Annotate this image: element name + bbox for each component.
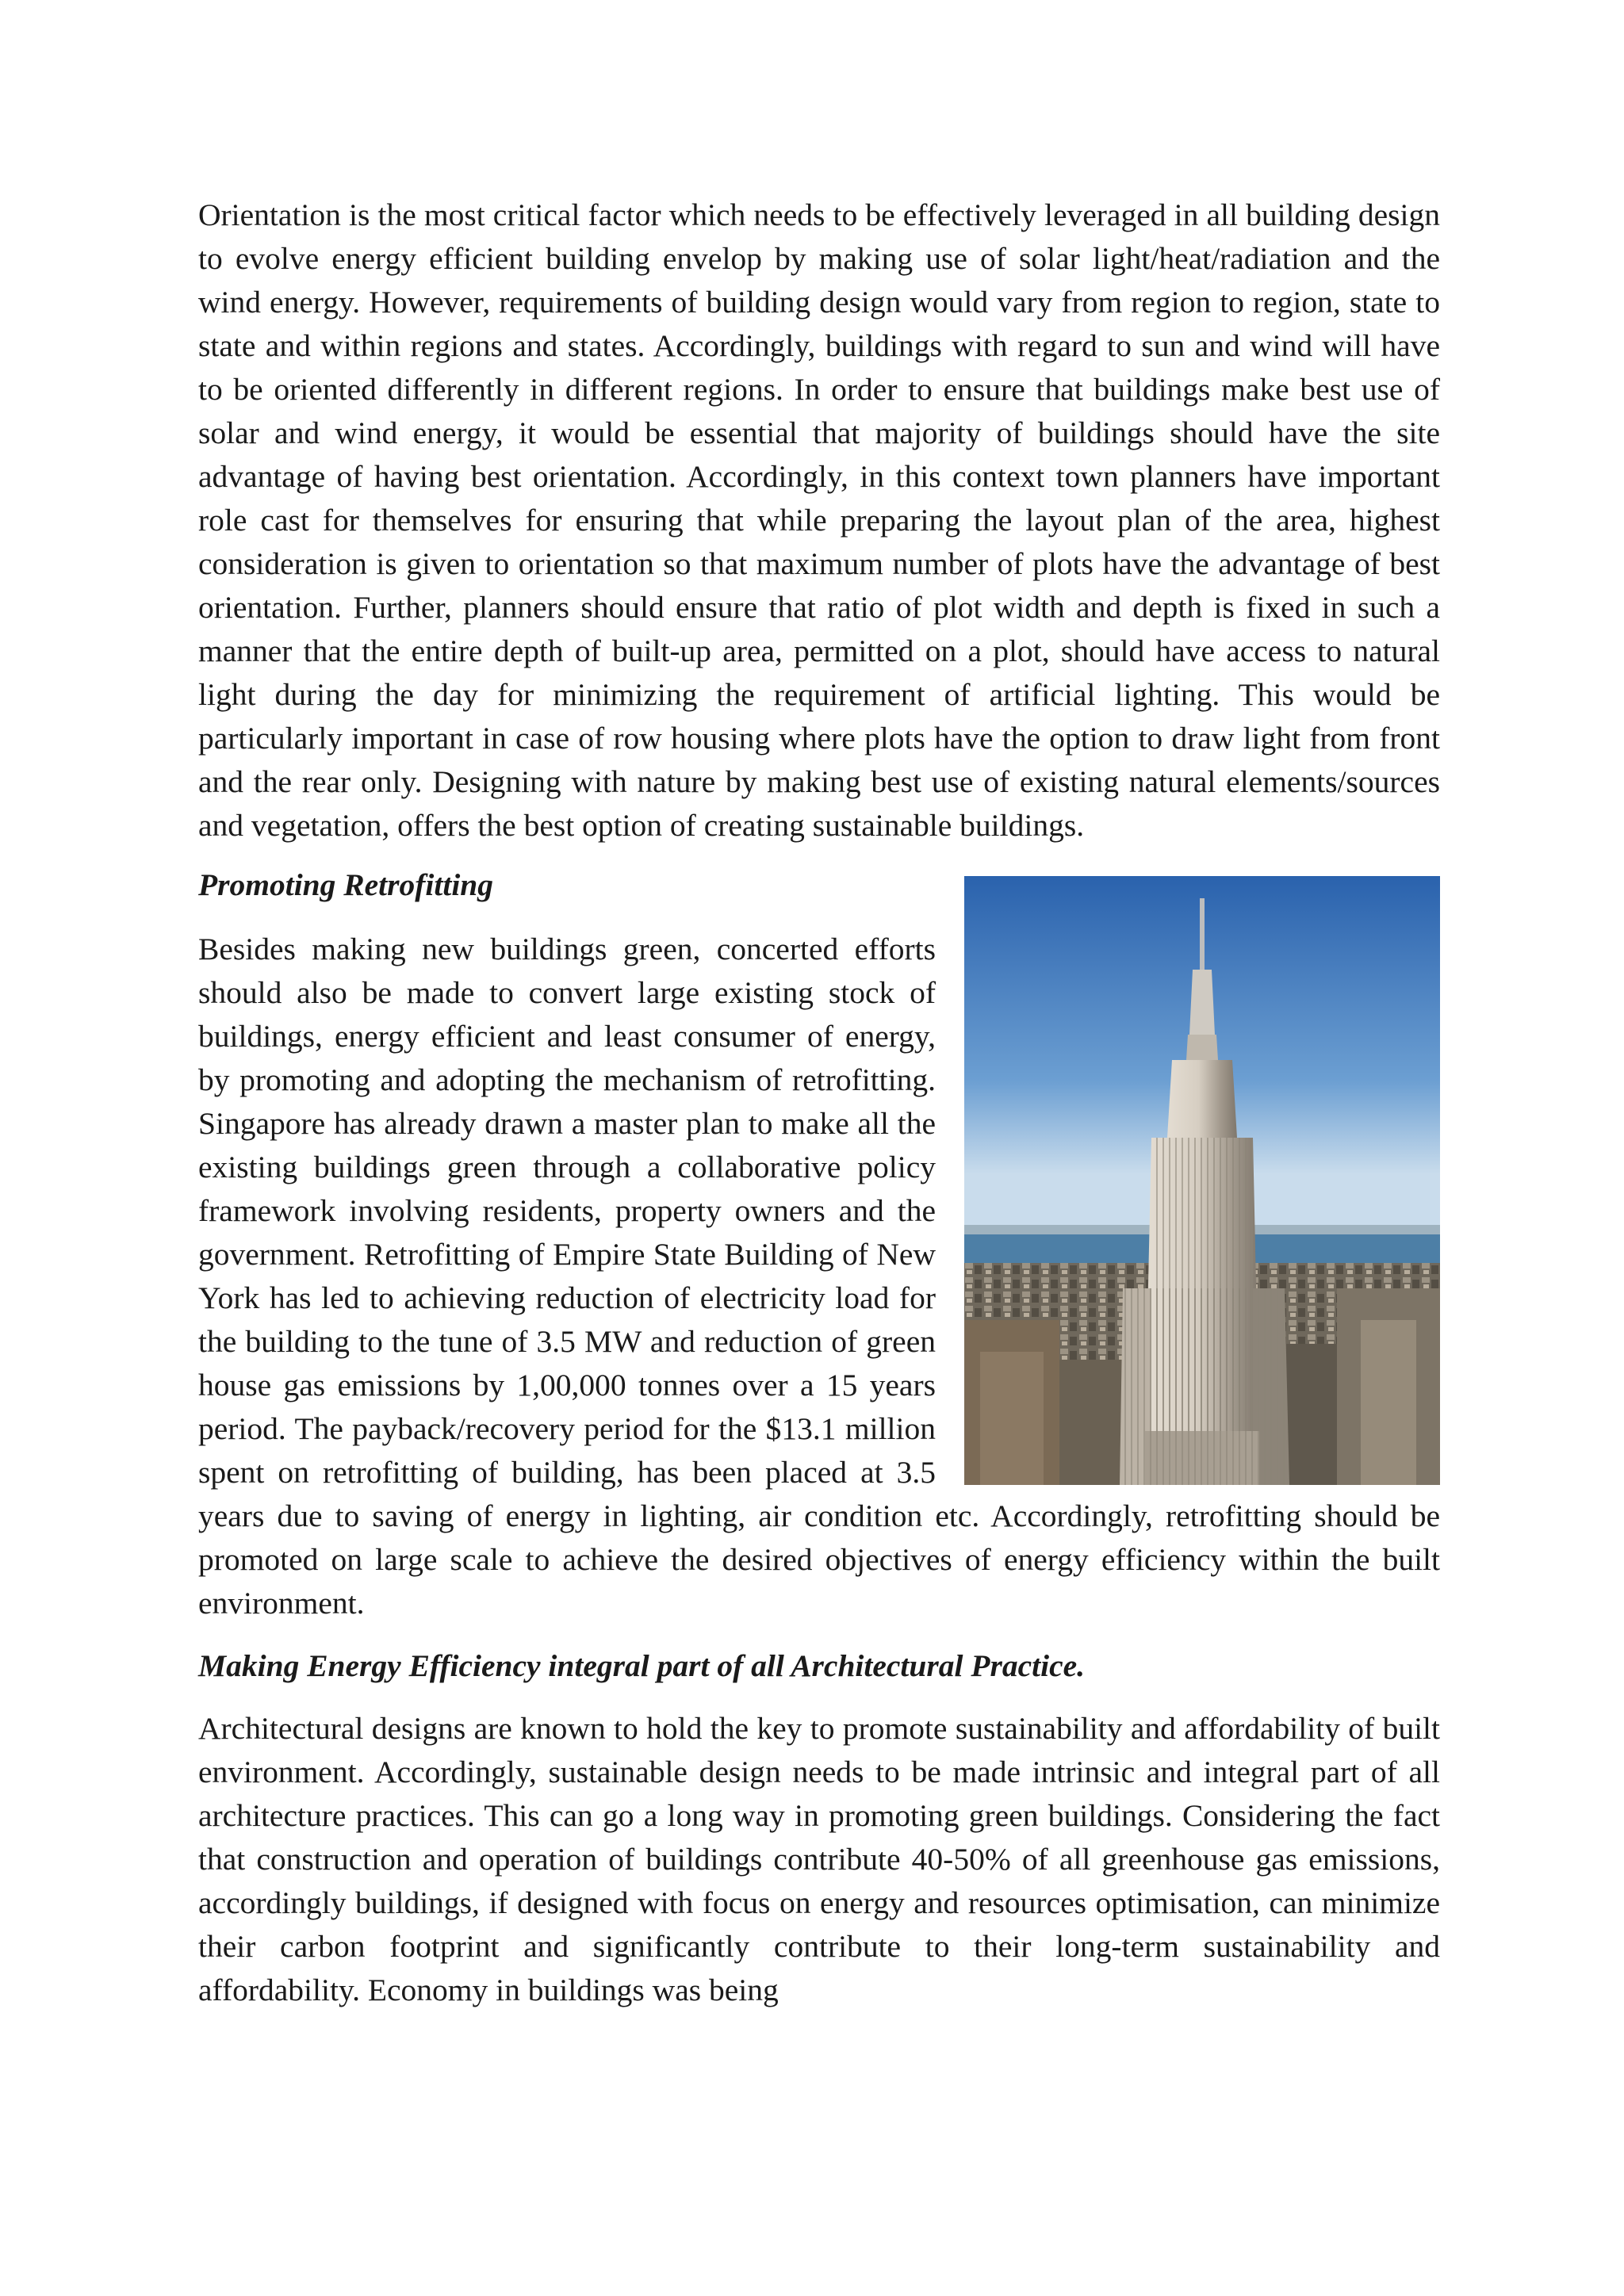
document-page [198, 193, 1440, 2012]
paragraph-retrofitting: Besides making new buildings green, concerted efforts should also be made to convert large existing stock of buildings, energy efficient and least consumer of energy, by promoting and adopting the mechanism of retrofitting. Singapore has already drawn a master plan to make all the existing buildings green through a collaborative policy framework involving residents, property owners and the government. Retrofitting of Empire State Building of New York has led to achieving reduction of electricity load for the building to the tune of 3.5 MW and reduction of green house gas emissions by 1,00,000 tonnes over a 15 years period. The payback/recovery period for the $13.1 million spent on retrofitting of building, has been placed at 3.5 years due to saving of energy in lighting, air condition etc. Accordingly, retrofitting should be promoted on large scale to achieve the desired objectives of energy efficiency within the built environment. [198, 932, 1440, 1621]
paragraph-orientation: Orientation is the most critical factor which needs to be effectively leveraged in all building design to evolve energy efficient building envelop by making use of solar light/heat/radiation and the wind energy. However, requirements of building design would vary from region to region, state to state and within regions and states. Accordingly, buildings with regard to sun and wind will have to be oriented differently in different regions. In order to ensure that buildings make best use of solar and wind energy, it would be essential that majority of buildings should have the site advantage of having best orientation. Accordingly, in this context town planners have important role cast for themselves for ensuring that while preparing the layout plan of the area, highest consideration is given to orientation so that maximum number of plots have the advantage of best orientation. Further, planners should ensure that ratio of plot width and depth is fixed in such a manner that the entire depth of built-up area, permitted on a plot, should have access to natural light during the day for minimizing the requirement of artificial lighting. This would be particularly important in case of row housing where plots have the option to draw light from front and the rear only. Designing with nature by making best use of existing natural elements/sources and vegetation, offers the best option of creating sustainable buildings. [198, 197, 1440, 843]
paragraph-architectural-designs: Architectural designs are known to hold the key to promote sustainability and affordability of built environment. Accordingly, sustainable design needs to be made intrinsic and integral part of all architecture practices. This can go a long way in promoting green buildings. Considering the fact that construction and operation of buildings contribute 40-50% of all greenhouse gas emissions, accordingly buildings, if designed with focus on energy and resources optimisation, can minimize their carbon footprint and significantly contribute to their long-term sustainability and affordability. Economy in buildings was being [198, 1711, 1440, 2007]
heading-energy-efficiency-architecture: Making Energy Efficiency integral part of all Architectural Practice. [198, 1648, 1086, 1683]
heading-promoting-retrofitting: Promoting Retrofitting [198, 867, 494, 902]
empire-state-building-photo [964, 876, 1440, 1485]
